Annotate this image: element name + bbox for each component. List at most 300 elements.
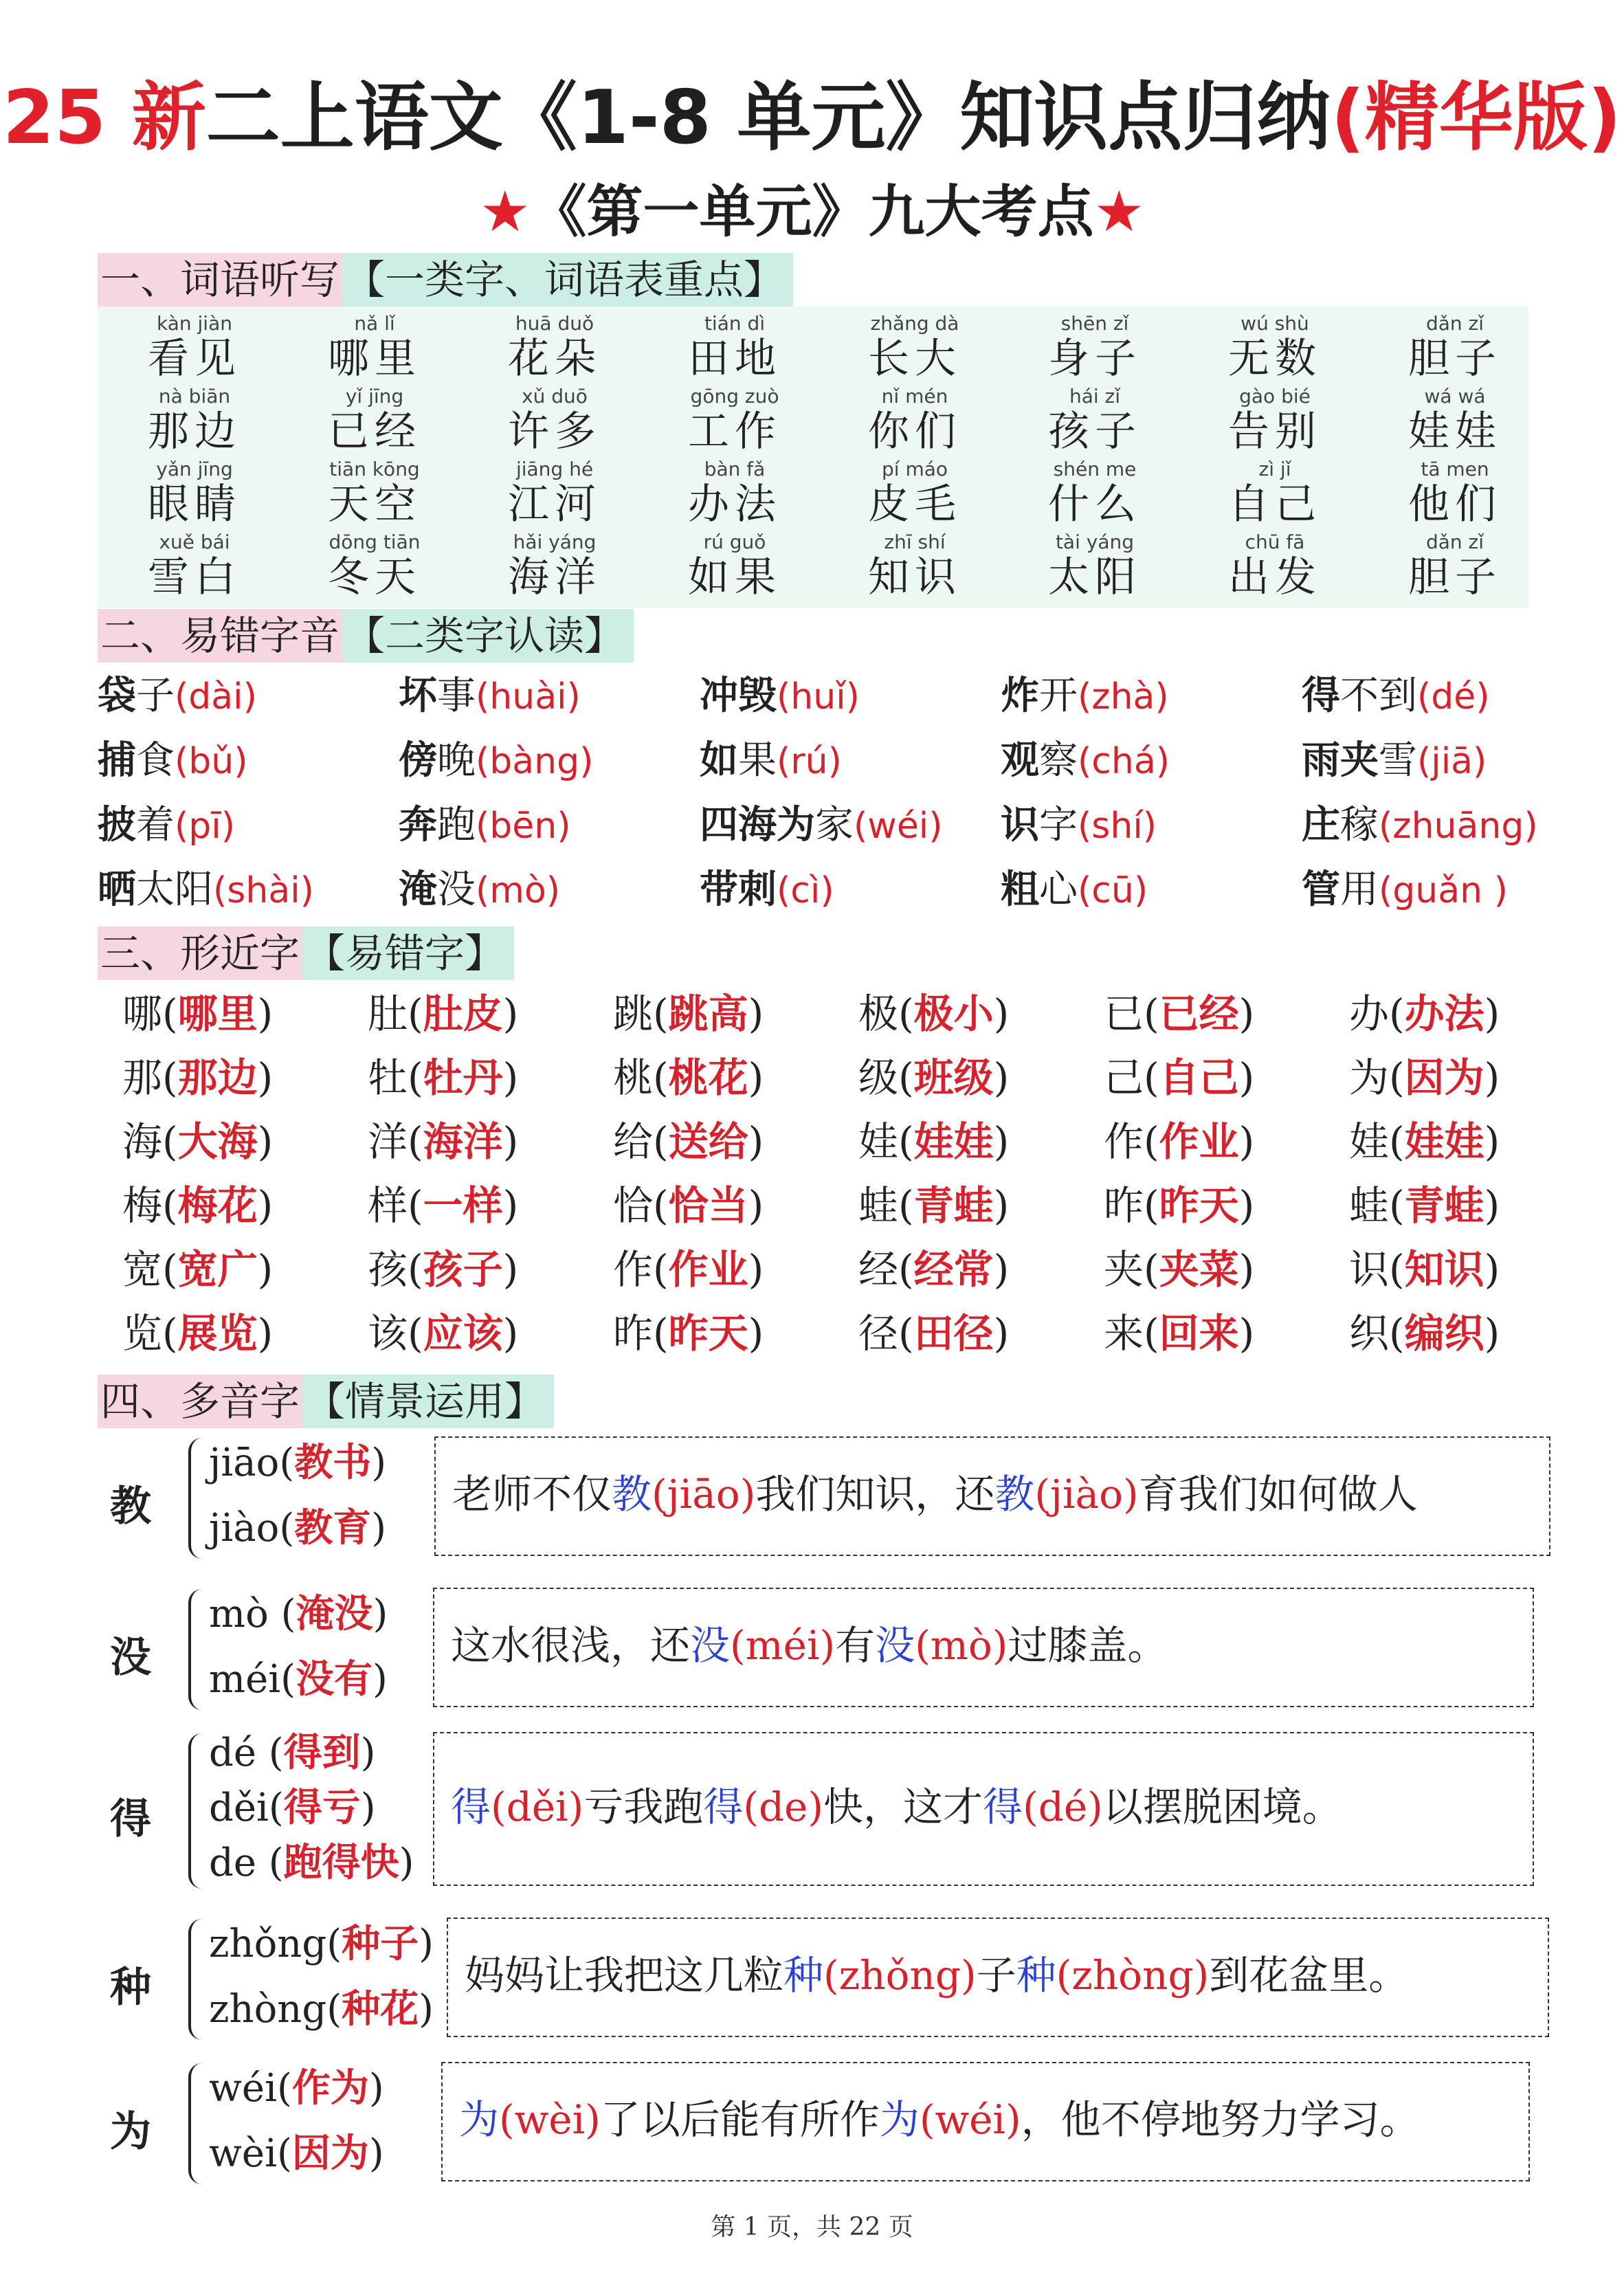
option-word: 得到 — [283, 1730, 361, 1775]
similar-paren: ( — [408, 1310, 423, 1357]
option-pinyin: wéi — [209, 2065, 277, 2111]
similar-char: 孩 — [368, 1246, 408, 1293]
similar-word: 班级 — [913, 1054, 994, 1101]
brace-icon — [188, 1589, 202, 1710]
similar-item — [1104, 1302, 1254, 1364]
polyphone-list — [98, 1430, 1555, 2192]
similar-char: 宽 — [122, 1246, 163, 1293]
similar-paren: ) — [502, 1246, 519, 1293]
error-item — [399, 795, 571, 856]
polyphone-option — [209, 2063, 384, 2113]
error-char: 管 — [1302, 867, 1340, 912]
page-footer: 第 1 页，共 22 页 — [711, 2213, 913, 2241]
highlight-pinyin: (jiào) — [1034, 1471, 1139, 1518]
similar-char: 恰 — [613, 1182, 654, 1229]
error-item — [1302, 859, 1508, 921]
error-item — [1001, 859, 1148, 921]
similar-paren: ) — [1238, 990, 1255, 1037]
vocab-word: 田地 — [688, 335, 781, 383]
similar-char: 己 — [1104, 1054, 1144, 1101]
similar-word: 田径 — [913, 1310, 994, 1357]
error-rest: 稼 — [1340, 803, 1379, 847]
similar-char: 级 — [858, 1054, 899, 1101]
similar-item — [1349, 983, 1500, 1045]
highlight-char: 得 — [451, 1784, 491, 1830]
vocab-word: 办法 — [688, 480, 781, 529]
title-prefix: 25 新 — [2, 75, 206, 161]
option-paren: ) — [419, 1986, 434, 2032]
example-sentence — [452, 1471, 1418, 1518]
highlight-char: 教 — [612, 1471, 652, 1518]
similar-word: 作业 — [668, 1246, 748, 1293]
option-pinyin: zhòng — [209, 1986, 327, 2032]
section-1-tag: 【一类字、词语表重点】 — [342, 253, 793, 307]
error-item — [700, 730, 842, 792]
similar-char: 梅 — [122, 1182, 163, 1229]
similar-paren: ) — [993, 1246, 1010, 1293]
error-char: 傍 — [399, 738, 437, 783]
similar-word: 梅花 — [177, 1182, 258, 1229]
vocab-pinyin: nà biān — [158, 385, 231, 408]
similar-item — [1104, 1239, 1254, 1300]
vocab-item — [649, 456, 821, 529]
similar-word: 已经 — [1159, 990, 1239, 1037]
error-pinyin: (shài) — [213, 870, 314, 911]
similar-paren: ) — [748, 1118, 764, 1165]
option-paren: ) — [368, 2065, 384, 2111]
polyphone-char: 得 — [110, 1795, 151, 1843]
similar-paren: ) — [257, 1246, 274, 1293]
vocab-word: 孩子 — [1048, 408, 1142, 456]
sentence-text: 到花盆里。 — [1209, 1952, 1409, 1999]
polyphone-option — [209, 1783, 376, 1832]
similar-paren: ( — [1144, 1310, 1159, 1357]
similar-paren: ) — [748, 990, 764, 1037]
similar-paren: ) — [1238, 1054, 1255, 1101]
highlight-char: 为 — [459, 2096, 500, 2143]
highlight-char: 没 — [875, 1622, 915, 1669]
option-paren: ) — [368, 2131, 384, 2176]
vocab-pinyin: shén me — [1053, 458, 1137, 480]
error-rest: 晚 — [437, 738, 476, 783]
error-rest: 字 — [1039, 803, 1078, 847]
similar-paren: ( — [653, 1182, 669, 1229]
option-pinyin: wèi — [209, 2131, 277, 2176]
option-paren: ( — [280, 1591, 296, 1636]
error-char: 得 — [1302, 674, 1340, 718]
error-pinyin: (chá) — [1078, 741, 1170, 782]
vocab-pinyin: tiān kōng — [329, 458, 420, 480]
option-word: 教育 — [294, 1504, 372, 1551]
error-pinyin: (rú) — [777, 741, 842, 782]
error-pinyin: (dài) — [175, 676, 257, 718]
error-rest: 果 — [738, 738, 777, 783]
error-char: 如 — [700, 738, 738, 783]
example-sentence-box — [447, 1918, 1549, 2037]
similar-paren: ( — [1144, 1182, 1159, 1229]
error-pinyin: (shí) — [1078, 806, 1157, 847]
error-pinyin: (cū) — [1078, 870, 1148, 911]
similar-item — [1349, 1047, 1500, 1109]
similar-paren: ( — [898, 990, 914, 1037]
option-word: 教书 — [294, 1439, 372, 1485]
similar-paren: ( — [408, 1118, 423, 1165]
similar-chars-list — [98, 983, 1541, 1368]
vocab-item — [829, 529, 1001, 599]
error-item — [98, 730, 248, 792]
vocab-word: 如果 — [688, 553, 781, 601]
option-paren: ( — [279, 1440, 295, 1485]
polyphone-option — [209, 1654, 388, 1704]
highlight-pinyin: (wèi) — [499, 2096, 601, 2143]
vocab-pinyin: nǐ mén — [881, 385, 948, 408]
vocab-item — [289, 384, 460, 454]
error-rest: 没 — [437, 867, 476, 912]
similar-item — [368, 1111, 518, 1173]
similar-item — [122, 983, 273, 1045]
vocab-item — [109, 456, 280, 529]
polyphone-char: 教 — [110, 1482, 151, 1531]
vocab-item — [469, 456, 641, 529]
section-3-tag: 【易错字】 — [302, 926, 514, 980]
similar-paren: ( — [408, 1246, 423, 1293]
vocab-item — [1009, 384, 1181, 454]
section-3-heading — [98, 926, 514, 980]
vocab-item — [109, 529, 280, 599]
similar-char: 径 — [858, 1310, 899, 1357]
similar-char: 桃 — [613, 1054, 654, 1101]
polyphone-block — [98, 2055, 1555, 2192]
similar-char: 蛙 — [1349, 1182, 1390, 1229]
similar-paren: ) — [1484, 1054, 1500, 1101]
similar-item — [1104, 1175, 1254, 1236]
error-item — [399, 859, 560, 921]
similar-item — [122, 1239, 273, 1300]
option-paren: ( — [326, 1986, 342, 2032]
similar-item — [858, 1302, 1009, 1364]
sentence-text: 亏我跑 — [583, 1784, 704, 1830]
similar-char: 昨 — [613, 1310, 654, 1357]
similar-paren: ( — [1389, 1118, 1405, 1165]
vocab-pinyin: hǎi yáng — [513, 531, 597, 553]
polyphone-char: 没 — [110, 1634, 151, 1682]
vocab-item — [829, 384, 1001, 454]
similar-item — [368, 1175, 518, 1236]
vocab-pinyin: tài yáng — [1055, 531, 1135, 553]
highlight-char: 没 — [690, 1622, 731, 1669]
error-pinyin: (zhuāng) — [1379, 806, 1538, 847]
similar-word: 娃娃 — [1404, 1118, 1484, 1165]
error-rest: 家 — [815, 803, 854, 847]
similar-word: 恰当 — [668, 1182, 748, 1229]
section-4-title: 四、多音字 — [98, 1375, 302, 1428]
similar-paren: ( — [408, 1054, 423, 1101]
vocab-item — [289, 529, 460, 599]
similar-char: 跳 — [613, 990, 654, 1037]
error-item — [399, 665, 581, 727]
error-char: 披 — [98, 803, 136, 847]
error-pinyin: (huài) — [476, 676, 581, 718]
highlight-pinyin: (wéi) — [919, 2096, 1021, 2143]
error-pinyin: (bēn) — [476, 806, 571, 847]
vocab-item — [289, 311, 460, 381]
highlight-char: 种 — [783, 1952, 824, 1999]
error-pinyin: (dé) — [1417, 676, 1490, 718]
similar-paren: ) — [1484, 1118, 1500, 1165]
similar-item — [368, 1047, 518, 1109]
similar-char: 肚 — [368, 990, 408, 1037]
vocab-pinyin: gōng zuò — [690, 385, 779, 408]
option-paren: ) — [399, 1841, 414, 1885]
example-sentence — [451, 1622, 1168, 1669]
similar-paren: ( — [653, 1310, 669, 1357]
similar-word: 极小 — [913, 990, 994, 1037]
section-4-heading — [98, 1375, 554, 1428]
vocab-pinyin: zhǎng dà — [870, 312, 959, 335]
sentence-text: 这水很浅，还 — [451, 1622, 691, 1669]
vocab-word: 胆子 — [1408, 553, 1502, 601]
vocab-pinyin: hái zǐ — [1069, 385, 1121, 408]
vocab-word: 哪里 — [328, 335, 421, 383]
error-item — [1001, 665, 1169, 727]
similar-item — [858, 1047, 1009, 1109]
vocab-word: 娃娃 — [1408, 408, 1502, 456]
similar-char: 娃 — [1349, 1118, 1390, 1165]
similar-word: 送给 — [668, 1118, 748, 1165]
similar-word: 娃娃 — [913, 1118, 994, 1165]
similar-paren: ) — [502, 1118, 519, 1165]
vocab-word: 什么 — [1048, 480, 1142, 529]
similar-paren: ( — [898, 1054, 914, 1101]
similar-char: 昨 — [1104, 1182, 1144, 1229]
similar-word: 那边 — [177, 1054, 258, 1101]
similar-paren: ( — [162, 1310, 178, 1357]
vocab-item — [829, 311, 1001, 381]
polyphone-char: 种 — [110, 1964, 151, 2012]
error-pinyin: (cì) — [777, 870, 834, 911]
brace-icon — [188, 1919, 202, 2040]
error-rest: 食 — [136, 738, 175, 783]
vocab-pinyin: zhī shí — [884, 531, 946, 553]
similar-paren: ( — [898, 1310, 914, 1357]
sentence-text: 子 — [976, 1952, 1016, 1999]
similar-char: 已 — [1104, 990, 1144, 1037]
similar-word: 应该 — [423, 1310, 503, 1357]
similar-paren: ) — [502, 1054, 519, 1101]
error-item — [98, 665, 257, 727]
similar-char: 哪 — [122, 990, 163, 1037]
vocab-item — [1369, 529, 1541, 599]
similar-char: 经 — [858, 1246, 899, 1293]
error-rest: 心 — [1039, 867, 1078, 912]
vocab-pinyin: xǔ duō — [522, 385, 588, 408]
similar-paren: ( — [898, 1182, 914, 1229]
similar-word: 昨天 — [668, 1310, 748, 1357]
vocab-pinyin: huā duǒ — [515, 312, 594, 335]
similar-paren: ( — [1389, 990, 1405, 1037]
similar-paren: ( — [1389, 1182, 1405, 1229]
error-char: 冲毁 — [700, 674, 777, 718]
vocab-item — [1369, 456, 1541, 529]
example-sentence — [465, 1952, 1409, 1999]
similar-item — [1349, 1302, 1500, 1364]
vocab-word: 许多 — [508, 408, 601, 456]
sentence-text: 妈妈让我把这几粒 — [465, 1952, 784, 1999]
similar-word: 海洋 — [423, 1118, 503, 1165]
similar-item — [1104, 1111, 1254, 1173]
polyphone-option — [209, 1589, 388, 1639]
highlight-pinyin: (dé) — [1023, 1784, 1103, 1830]
option-pinyin: zhǒng — [209, 1921, 327, 1966]
similar-word: 宽广 — [177, 1246, 258, 1293]
vocab-pinyin: yǐ jīng — [345, 385, 404, 408]
similar-char: 该 — [368, 1310, 408, 1357]
vocab-pinyin: kàn jiàn — [157, 312, 232, 335]
similar-char: 夹 — [1104, 1246, 1144, 1293]
highlight-pinyin: (jiāo) — [652, 1471, 756, 1518]
vocab-word: 已经 — [328, 408, 421, 456]
similar-char: 样 — [368, 1182, 408, 1229]
option-pinyin: jiāo — [209, 1440, 280, 1485]
option-paren: ) — [371, 1440, 387, 1485]
similar-item — [613, 1111, 764, 1173]
title-main: 二上语文《1-8 单元》知识点归纳 — [205, 75, 1331, 161]
error-item — [700, 665, 860, 727]
error-rest: 开 — [1039, 674, 1078, 718]
vocab-item — [1189, 529, 1361, 599]
vocab-pinyin: dǎn zǐ — [1425, 531, 1484, 553]
similar-char: 作 — [1104, 1118, 1144, 1165]
similar-item — [858, 983, 1009, 1045]
example-sentence-box — [433, 1732, 1534, 1886]
similar-char: 洋 — [368, 1118, 408, 1165]
similar-paren: ) — [502, 1182, 519, 1229]
vocab-grid — [98, 307, 1528, 608]
similar-word: 展览 — [177, 1310, 258, 1357]
option-word: 没有 — [296, 1656, 373, 1702]
similar-word: 牡丹 — [423, 1054, 503, 1101]
option-paren: ( — [276, 2131, 292, 2176]
error-char: 观 — [1001, 738, 1039, 783]
similar-paren: ) — [748, 1310, 764, 1357]
page-title — [0, 75, 1624, 161]
vocab-pinyin: jiāng hé — [515, 458, 594, 480]
polyphone-block — [98, 1581, 1555, 1718]
star-icon-left: ★ — [479, 179, 531, 245]
error-item — [98, 795, 235, 856]
vocab-pinyin: chū fā — [1245, 531, 1305, 553]
page-subtitle — [0, 179, 1624, 245]
option-paren: ( — [326, 1921, 342, 1966]
vocab-item — [1189, 456, 1361, 529]
option-pinyin: de — [209, 1841, 269, 1885]
vocab-word: 天空 — [328, 480, 421, 529]
sentence-text: 以摆脱困境。 — [1102, 1784, 1342, 1830]
option-word: 种花 — [342, 1986, 419, 2032]
similar-item — [1349, 1239, 1500, 1300]
similar-item — [368, 1302, 518, 1364]
highlight-pinyin: (zhòng) — [1056, 1952, 1210, 1999]
vocab-word: 那边 — [148, 408, 241, 456]
similar-paren: ( — [408, 990, 423, 1037]
vocab-word: 出发 — [1228, 553, 1322, 601]
vocab-item — [649, 311, 821, 381]
error-pinyin: (jiā) — [1417, 741, 1487, 782]
similar-char: 那 — [122, 1054, 163, 1101]
similar-word: 青蛙 — [913, 1182, 994, 1229]
sentence-text: 快，这才 — [823, 1784, 983, 1830]
error-char: 捕 — [98, 738, 136, 783]
polyphone-block — [98, 1430, 1555, 1567]
similar-char: 办 — [1349, 990, 1390, 1037]
error-item — [700, 795, 943, 856]
similar-paren: ( — [1389, 1054, 1405, 1101]
sentence-text: ，他不停地努力学习。 — [1021, 2096, 1420, 2143]
example-sentence — [451, 1784, 1342, 1830]
vocab-word: 无数 — [1228, 335, 1322, 383]
error-rest: 雪 — [1379, 738, 1417, 783]
similar-item — [1104, 1047, 1254, 1109]
similar-paren: ) — [748, 1054, 764, 1101]
error-rest: 不到 — [1340, 674, 1417, 718]
highlight-pinyin: (de) — [743, 1784, 824, 1830]
similar-item — [122, 1302, 273, 1364]
vocab-word: 眼睛 — [148, 480, 241, 529]
error-pinyin: (mò) — [476, 870, 561, 911]
vocab-word: 海洋 — [508, 553, 601, 601]
similar-paren: ) — [1484, 1246, 1500, 1293]
vocab-word: 冬天 — [328, 553, 421, 601]
similar-paren: ) — [993, 1310, 1010, 1357]
vocab-item — [289, 456, 460, 529]
error-rest: 事 — [437, 674, 476, 718]
vocab-word: 太阳 — [1048, 553, 1142, 601]
error-char: 带刺 — [700, 867, 777, 912]
option-pinyin: dé — [209, 1731, 269, 1775]
similar-item — [613, 1047, 764, 1109]
similar-paren: ) — [748, 1246, 764, 1293]
error-rest: 太阳 — [136, 867, 213, 912]
vocab-pinyin: xuě bái — [159, 531, 230, 553]
similar-item — [613, 983, 764, 1045]
similar-paren: ) — [502, 1310, 519, 1357]
example-sentence — [459, 2096, 1420, 2143]
option-word: 因为 — [291, 2130, 369, 2176]
similar-paren: ( — [162, 1246, 178, 1293]
error-item — [1001, 795, 1157, 856]
error-char: 四海为 — [700, 803, 815, 847]
error-rest: 察 — [1039, 738, 1078, 783]
similar-char: 娃 — [858, 1118, 899, 1165]
similar-word: 回来 — [1159, 1310, 1239, 1357]
sentence-text: 我们知识，还 — [755, 1471, 995, 1518]
vocab-word: 皮毛 — [868, 480, 961, 529]
error-char: 晒 — [98, 867, 136, 912]
star-icon-right: ★ — [1093, 179, 1145, 245]
error-char: 袋 — [98, 674, 136, 718]
vocab-item — [1369, 384, 1541, 454]
similar-paren: ( — [162, 1118, 178, 1165]
similar-paren: ( — [162, 1054, 178, 1101]
similar-item — [122, 1175, 273, 1236]
vocab-word: 江河 — [508, 480, 601, 529]
similar-char: 览 — [122, 1310, 163, 1357]
similar-word: 作业 — [1159, 1118, 1239, 1165]
error-char: 庄 — [1302, 803, 1340, 847]
similar-char: 蛙 — [858, 1182, 899, 1229]
vocab-pinyin: yǎn jīng — [156, 458, 233, 480]
sentence-text: 老师不仅 — [452, 1471, 612, 1518]
